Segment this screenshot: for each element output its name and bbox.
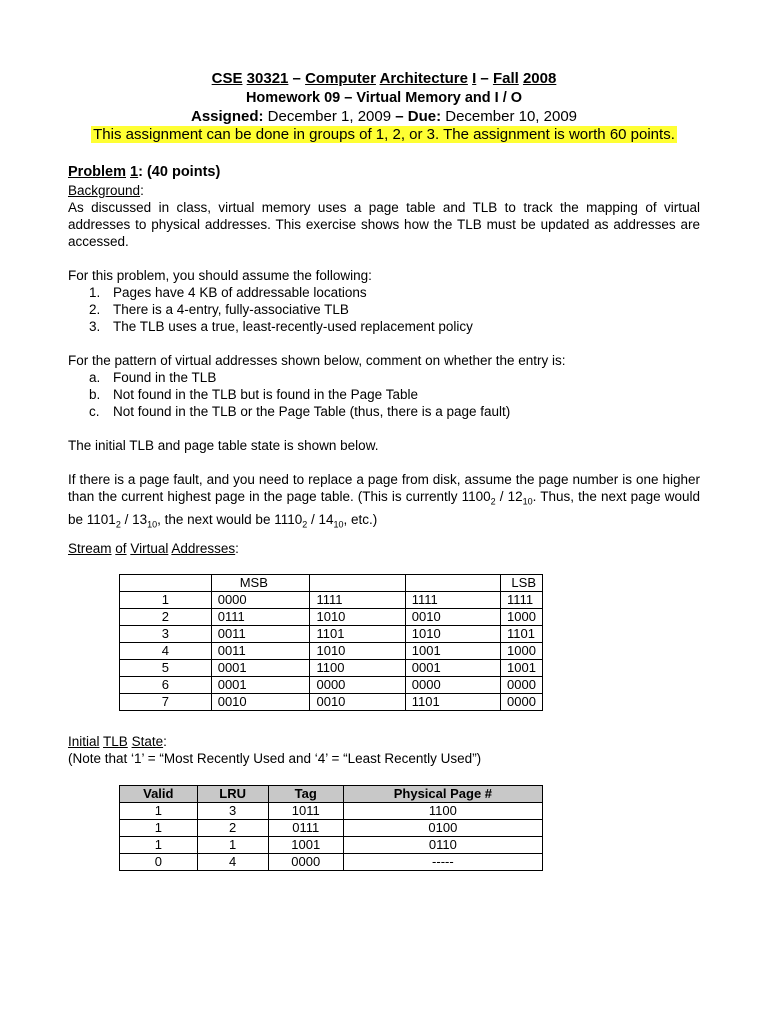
table-cell: 1001 (268, 837, 343, 854)
table-cell: 0010 (310, 694, 405, 711)
list-number: 2. (89, 302, 101, 317)
table-header-row (120, 575, 543, 592)
table-cell: 0 (120, 854, 198, 871)
term-word: Fall (492, 70, 519, 87)
background-paragraph: As discussed in class, virtual memory uses a page table and TLB to track the mapping of virtual addresses to physical addresses. This exercise shows how the TLB must be updated as addresses are accessed. (68, 200, 700, 249)
table-cell: 1000 (501, 609, 543, 626)
table-cell: 1001 (405, 643, 500, 660)
table-cell: 1011 (268, 803, 343, 820)
list-text: The TLB uses a true, least-recently-used replacement policy (113, 319, 473, 334)
table-cell: 1000 (501, 643, 543, 660)
list-item (89, 369, 510, 386)
due-date: December 10, 2009 (441, 108, 578, 125)
table-row (120, 592, 543, 609)
table-cell: 0000 (405, 677, 500, 694)
table-row (120, 677, 543, 694)
table-row (120, 694, 543, 711)
stream-heading: Stream of Virtual Addresses: (68, 541, 239, 556)
text-run: / 12 (495, 489, 523, 504)
assignment-note (0, 126, 768, 143)
list-letter: a. (89, 370, 101, 385)
table-cell (310, 575, 405, 592)
tlb-heading: Initial TLB State: (68, 734, 167, 749)
list-number: 3. (89, 319, 101, 334)
heading-word: Initial (68, 734, 100, 749)
list-text: Not found in the TLB or the Page Table (thus, there is a page fault) (113, 404, 511, 419)
list-item (89, 284, 473, 301)
table-cell: 0000 (211, 592, 310, 609)
course-code: CSE (211, 70, 243, 87)
problem-title (68, 164, 700, 181)
course-title (0, 70, 768, 87)
table-cell: 0111 (268, 820, 343, 837)
table-cell: 0010 (211, 694, 310, 711)
list-letter: c. (89, 404, 100, 419)
highlighted-note: This assignment can be done in groups of 1, 2, or 3. The assignment is worth 60 points. (93, 126, 675, 143)
subscript: 2 (115, 519, 121, 530)
column-header: LRU (197, 786, 268, 803)
list-item (89, 301, 473, 318)
table-cell: 3 (120, 626, 212, 643)
column-header: Valid (120, 786, 198, 803)
table-cell: 0000 (268, 854, 343, 871)
assigned-label: Assigned: (190, 108, 264, 125)
subscript: 2 (302, 519, 308, 530)
assigned-date: December 1, 2009 (263, 108, 396, 125)
list-letter: b. (89, 387, 101, 402)
page-fault-paragraph (68, 471, 700, 533)
table-cell: 4 (120, 643, 212, 660)
problem-word: Problem (68, 164, 127, 180)
column-header: Tag (268, 786, 343, 803)
table-cell: 1010 (405, 626, 500, 643)
table-cell: 0110 (343, 837, 542, 854)
table-cell: 6 (120, 677, 212, 694)
text-run: / 14 (307, 511, 334, 527)
table-row (120, 803, 543, 820)
table-cell: MSB (211, 575, 310, 592)
table-cell: 1111 (405, 592, 500, 609)
table-cell: 0001 (211, 660, 310, 677)
table-cell: 1100 (310, 660, 405, 677)
table-cell: 1101 (501, 626, 543, 643)
table-row (120, 660, 543, 677)
table-row (120, 820, 543, 837)
table-cell: 0000 (310, 677, 405, 694)
table-cell: 1 (120, 820, 198, 837)
text-run: If there is a page fault, and you need to replace a page from disk, assume the page number is one higher than the current highest page in the page table. (This is currently 1100 (68, 472, 700, 504)
table-row (120, 854, 543, 871)
table-cell: 5 (120, 660, 212, 677)
table-cell: 0001 (211, 677, 310, 694)
course-word: I (472, 70, 477, 87)
table-row (120, 609, 543, 626)
table-cell: 2 (120, 609, 212, 626)
list-item (89, 318, 473, 335)
tlb-table (119, 785, 543, 871)
problem-number: 1 (130, 164, 139, 180)
text-run: / 13 (120, 511, 148, 527)
course-number: 30321 (246, 70, 289, 87)
table-cell: 1111 (310, 592, 405, 609)
table-cell: 0011 (211, 626, 310, 643)
table-cell: 1010 (310, 643, 405, 660)
assumptions-list (89, 284, 473, 335)
options-list (89, 369, 510, 420)
table-cell: 0111 (211, 609, 310, 626)
column-header: Physical Page # (343, 786, 542, 803)
table-cell: 0001 (405, 660, 500, 677)
table-cell: 3 (197, 803, 268, 820)
table-cell: 1 (197, 837, 268, 854)
subscript: 10 (522, 496, 533, 507)
table-cell: 7 (120, 694, 212, 711)
text-run: , the next would be 1110 (157, 511, 303, 527)
table-cell: 0100 (343, 820, 542, 837)
dash: – (476, 70, 493, 87)
text-run: , etc.) (343, 511, 378, 527)
table-cell: 0011 (211, 643, 310, 660)
subscript: 10 (333, 519, 344, 530)
table-cell: 1100 (343, 803, 542, 820)
table-row (120, 643, 543, 660)
list-item (89, 403, 510, 420)
list-number: 1. (89, 285, 101, 300)
table-cell: 0010 (405, 609, 500, 626)
table-cell: 1 (120, 803, 198, 820)
table-cell: 1111 (501, 592, 543, 609)
course-word: Architecture (379, 70, 468, 87)
table-cell: ----- (343, 854, 542, 871)
list-text: There is a 4-entry, fully-associative TLB (113, 302, 349, 317)
homework-title: Homework 09 – Virtual Memory and I / O (245, 90, 523, 106)
background-label: Background (68, 183, 141, 198)
table-row (120, 626, 543, 643)
table-cell: 1 (120, 592, 212, 609)
problem-points: : (40 points) (138, 164, 221, 180)
table-cell: 1101 (310, 626, 405, 643)
assumptions-intro: For this problem, you should assume the following: (68, 268, 372, 283)
subscript: 2 (490, 496, 496, 507)
table-cell: 1001 (501, 660, 543, 677)
table-cell: 0000 (501, 694, 543, 711)
initial-state-text: The initial TLB and page table state is shown below. (68, 438, 379, 453)
list-item (89, 386, 510, 403)
course-word: Computer (305, 70, 376, 87)
subscript: 10 (147, 519, 158, 530)
heading-word: State (131, 734, 164, 749)
heading-word: of (115, 541, 127, 556)
list-text: Not found in the TLB but is found in the Page Table (113, 387, 418, 402)
pattern-intro: For the pattern of virtual addresses shown below, comment on whether the entry is: (68, 353, 566, 368)
heading-word: Stream (68, 541, 112, 556)
table-cell: 2 (197, 820, 268, 837)
table-cell (405, 575, 500, 592)
dash: – (288, 70, 306, 87)
table-header-row (120, 786, 543, 803)
text-run: . Thus, the next page would be 1101 (68, 489, 700, 527)
table-row (120, 837, 543, 854)
heading-word: Addresses (171, 541, 236, 556)
due-label: – Due: (395, 108, 442, 125)
table-cell: LSB (501, 575, 543, 592)
virtual-address-table (119, 574, 543, 711)
tlb-note: (Note that ‘1’ = “Most Recently Used and ‘4’ = “Least Recently Used”) (68, 751, 482, 766)
heading-word: TLB (103, 734, 128, 749)
background-heading: Background: (68, 183, 144, 198)
table-cell (120, 575, 212, 592)
heading-word: Virtual (130, 541, 169, 556)
table-cell: 1 (120, 837, 198, 854)
table-cell: 1101 (405, 694, 500, 711)
table-cell: 4 (197, 854, 268, 871)
table-cell: 1010 (310, 609, 405, 626)
list-text: Found in the TLB (113, 370, 217, 385)
table-cell: 0000 (501, 677, 543, 694)
dates-line (0, 108, 768, 125)
term-year: 2008 (522, 70, 557, 87)
list-text: Pages have 4 KB of addressable locations (113, 285, 367, 300)
